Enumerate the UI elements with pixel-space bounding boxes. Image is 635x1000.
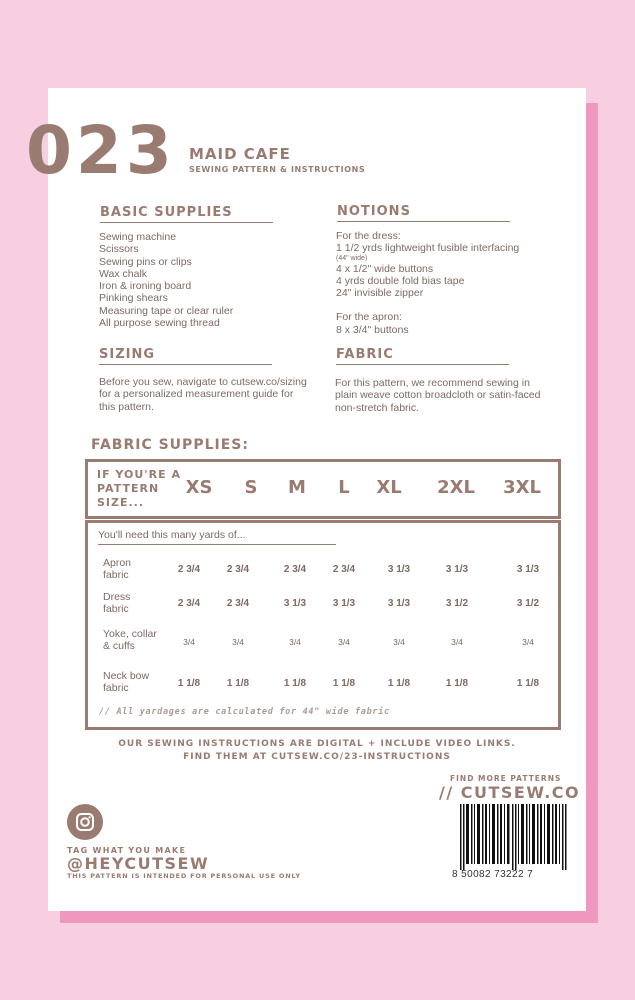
- table-cell: 3/4: [451, 637, 463, 647]
- table-cell: 3/4: [183, 637, 195, 647]
- row-label-apron: [103, 557, 131, 581]
- table-cell: 1 1/8: [283, 678, 307, 689]
- table-cell: 3/4: [289, 637, 301, 647]
- personal-use-note: THIS PATTERN IS INTENDED FOR PERSONAL USE ONLY: [67, 872, 301, 880]
- size-3xl: 3XL: [503, 477, 541, 498]
- yardage-intro: You'll need this many yards of...: [98, 529, 336, 545]
- instagram-icon[interactable]: [67, 804, 103, 840]
- row-label-line: Yoke, collar: [103, 628, 157, 640]
- list-item: Measuring tape or clear ruler: [99, 304, 234, 317]
- list-item: 4 yrds double fold bias tape: [336, 274, 465, 287]
- table-cell: 3/4: [393, 637, 405, 647]
- list-item: 24" invisible zipper: [336, 287, 424, 300]
- size-xs: XS: [185, 477, 213, 498]
- table-cell: 1 1/8: [332, 678, 356, 689]
- size-header-box: [85, 459, 561, 519]
- table-cell: 3/4: [232, 637, 244, 647]
- brand-link[interactable]: // CUTSEW.CO: [439, 783, 581, 802]
- row-label-line: fabric: [103, 682, 129, 694]
- table-cell: 3 1/2: [516, 598, 540, 609]
- size-m: M: [288, 477, 306, 498]
- table-cell: 3/4: [522, 637, 534, 647]
- notions-heading: NOTIONS: [337, 204, 510, 222]
- tag-what-you-make: TAG WHAT YOU MAKE: [67, 846, 187, 855]
- table-cell: 3 1/3: [387, 564, 411, 575]
- pattern-number: 023: [26, 112, 176, 189]
- fabric-heading: FABRIC: [336, 347, 509, 365]
- table-cell: 2 3/4: [226, 564, 250, 575]
- list-item: Scissors: [99, 243, 139, 256]
- apron-label: For the apron:: [336, 311, 402, 324]
- table-cell: 3/4: [338, 637, 350, 647]
- list-item: Sewing pins or clips: [99, 255, 192, 268]
- table-cell: 1 1/8: [177, 678, 201, 689]
- fabric-supplies-heading: FABRIC SUPPLIES:: [91, 437, 249, 453]
- row-label-line: Apron: [103, 557, 132, 569]
- row-label-line: Neck bow: [103, 670, 150, 682]
- list-item: Iron & ironing board: [99, 280, 192, 293]
- size-prompt-line: IF YOU'RE A: [97, 468, 181, 481]
- list-item: Sewing machine: [99, 231, 177, 243]
- table-cell: 3 1/3: [445, 564, 469, 575]
- table-cell: 3 1/2: [445, 598, 469, 609]
- dress-label: For the dress:: [336, 230, 401, 242]
- table-cell: 2 3/4: [177, 598, 201, 609]
- row-label-line: fabric: [103, 603, 129, 615]
- table-cell: 1 1/8: [387, 678, 411, 689]
- table-cell: 3 1/3: [516, 564, 540, 575]
- list-item: 1 1/2 yrds lightweight fusible interfacing: [336, 242, 520, 255]
- list-item: Wax chalk: [99, 267, 148, 280]
- row-label-yoke: [103, 628, 157, 652]
- list-item: 4 x 1/2" wide buttons: [336, 262, 434, 275]
- table-cell: 3 1/3: [283, 598, 307, 609]
- size-2xl: 2XL: [437, 477, 475, 498]
- yardage-table: [85, 520, 561, 730]
- size-xl: XL: [376, 477, 402, 498]
- basic-supplies-heading: BASIC SUPPLIES: [100, 205, 273, 223]
- table-cell: 2 3/4: [177, 564, 201, 575]
- row-label-line: fabric: [103, 569, 129, 581]
- sizing-text: Before you sew, navigate to cutsew.co/sizing for a personalized measurement guide for this pattern.: [99, 376, 307, 413]
- find-more-patterns: FIND MORE PATTERNS: [450, 774, 562, 783]
- size-prompt-line: PATTERN: [97, 482, 160, 495]
- list-item: Pinking shears: [99, 292, 168, 305]
- instructions-line-1: OUR SEWING INSTRUCTIONS ARE DIGITAL + INCLUDE VIDEO LINKS.: [118, 739, 516, 749]
- table-cell: 1 1/8: [516, 678, 540, 689]
- barcode: [460, 804, 570, 870]
- table-cell: 3 1/3: [387, 598, 411, 609]
- table-cell: 3 1/3: [332, 598, 356, 609]
- table-cell: 1 1/8: [226, 678, 250, 689]
- list-item: (44" wide): [336, 254, 368, 262]
- instagram-handle[interactable]: @HEYCUTSEW: [67, 854, 210, 873]
- row-label-line: & cuffs: [103, 640, 135, 652]
- row-label-dress: [103, 591, 130, 615]
- row-label-line: Dress: [103, 591, 131, 603]
- table-cell: 2 3/4: [283, 564, 307, 575]
- row-label-neck-bow: [103, 670, 149, 694]
- barcode-number: 8 50082 73222 7: [452, 869, 534, 880]
- yardage-footnote: // All yardages are calculated for 44" wide fabric: [99, 707, 390, 717]
- table-cell: 2 3/4: [226, 598, 250, 609]
- list-item: All purpose sewing thread: [99, 317, 220, 330]
- table-cell: 1 1/8: [445, 678, 469, 689]
- size-l: L: [338, 477, 350, 498]
- list-item: 8 x 3/4" buttons: [336, 323, 409, 336]
- pattern-title: MAID CAFE: [189, 145, 291, 163]
- instructions-line-2: FIND THEM AT CUTSEW.CO/23-INSTRUCTIONS: [183, 752, 451, 762]
- fabric-text: For this pattern, we recommend sewing in plain weave cotton broadcloth or satin-faced non-stretch fabric.: [335, 377, 541, 414]
- pattern-card: [26, 88, 586, 911]
- basic-supplies-list: [99, 231, 233, 329]
- size-s: S: [244, 477, 258, 498]
- pattern-subtitle: SEWING PATTERN & INSTRUCTIONS: [189, 165, 366, 174]
- size-prompt: [97, 468, 181, 510]
- size-prompt-line: SIZE...: [97, 496, 145, 509]
- sizing-heading: SIZING: [99, 347, 272, 365]
- table-cell: 2 3/4: [332, 564, 356, 575]
- notions-list: [336, 230, 519, 336]
